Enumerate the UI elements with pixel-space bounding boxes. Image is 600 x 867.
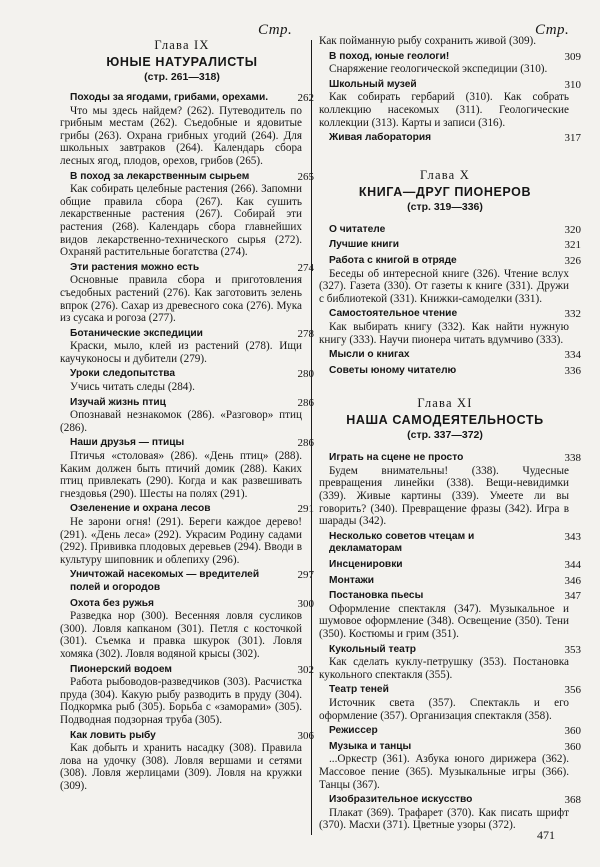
toc-entry — [319, 254, 581, 305]
chapter-title: НАША САМОДЕЯТЕЛЬНОСТЬ — [346, 413, 544, 428]
entry-heading: Монтажи — [329, 574, 375, 586]
entry-heading: Лучшие книги — [329, 239, 399, 251]
entry-heading: Пионерский водоем — [70, 663, 172, 675]
toc-entry — [60, 396, 314, 435]
entry-heading: Работа с книгой в отряде — [329, 254, 457, 266]
toc-entry — [60, 503, 314, 566]
entry-page-number: 347 — [564, 590, 581, 603]
entry-heading: В поход за лекарственным сырьем — [70, 170, 250, 182]
entry-page-number: 291 — [297, 503, 314, 516]
entry-page-number: 346 — [564, 574, 581, 587]
entry-page-number: 332 — [564, 308, 581, 321]
entry-heading: Охота без ружья — [70, 597, 154, 609]
toc-entry — [60, 437, 314, 500]
entry-body: Источник света (357). Спектакль и его оформление (357). Организация спектакля (358). — [319, 696, 569, 722]
entry-page-number: 356 — [564, 684, 581, 697]
entry-page-number: 286 — [297, 396, 314, 409]
toc-entry — [319, 78, 581, 129]
entry-body: Не зарони огня! (291). Береги каждое дерево! (291). «День леса» (292). Украсим Родину садами (292). Прививка плодовых деревьев (294). Вводи в культуру шиповник и облепиху (296). — [60, 516, 302, 566]
toc-entry — [60, 261, 314, 325]
entry-body: Оформление спектакля (347). Музыкальное и шумовое оформление (348). Освещение (350). Тени (350). Костюмы и грим (351). — [319, 602, 569, 640]
entry-body: Как сделать куклу-петрушку (353). Постановка кукольного спектакля (355). — [319, 656, 569, 681]
entry-page-number: 300 — [297, 597, 314, 610]
chapter-title: ЮНЫЕ НАТУРАЛИСТЫ — [106, 55, 258, 69]
entry-heading: Инсценировки — [329, 559, 403, 571]
entry-page-number: 317 — [564, 132, 581, 145]
entry-body: Как собирать гербарий (310). Как собрать коллекцию насекомых (311). Геологические коллекции (313). Карты и записи (316). — [319, 91, 569, 129]
chapter-label: Глава IX — [154, 38, 210, 52]
entry-heading: В поход, юные геологи! — [329, 50, 450, 62]
right-entry-list-x — [319, 223, 581, 378]
left-entry-list — [60, 92, 314, 792]
entry-page-number: 353 — [564, 643, 581, 656]
entry-page-number: 336 — [564, 364, 581, 377]
entry-heading: Озеленение и охрана лесов — [70, 503, 211, 515]
toc-entry — [319, 364, 581, 378]
entry-heading: Эти растения можно есть — [70, 261, 200, 273]
toc-entry — [60, 569, 314, 594]
entry-page-number: 310 — [564, 78, 581, 91]
entry-heading: О читателе — [329, 223, 386, 235]
toc-entry — [319, 530, 581, 556]
entry-page-number: 278 — [297, 327, 314, 340]
entry-heading: Походы за ягодами, грибами, орехами. — [70, 92, 269, 103]
entry-page-number: 360 — [564, 725, 581, 738]
toc-entry — [60, 368, 314, 394]
entry-body: Разведка нор (300). Весенняя ловля сусликов (300). Ловля капканом (301). Петля с косточкой (301). Съемка и правка шкурок (301). Ловля хомяка (302). Ловля водяной крысы (302). — [60, 610, 302, 660]
entry-body: Работа рыбоводов-разведчиков (303). Расчистка пруда (304). Какую рыбу разводить в пруду (304). Подкормка рыб (305). Борьба с «заморами» (305). Подводная подзорная труба (305). — [60, 676, 302, 726]
toc-entry — [319, 239, 581, 252]
entry-body: ...Оркестр (361). Азбука юного дирижера (362). Массовое пение (365). Музыкальные игры (366). Танцы (367). — [319, 753, 569, 791]
toc-entry — [319, 308, 581, 346]
entry-page-number: 338 — [564, 452, 581, 465]
entry-body: Плакат (369). Трафарет (370). Как писать шрифт (370). Масхи (371). Цветные узоры (372). — [319, 806, 569, 832]
toc-entry — [319, 452, 581, 528]
entry-heading: Живая лаборатория — [329, 132, 432, 144]
chapter-xi-heading — [319, 396, 571, 441]
entry-heading: Уничтожай насекомых — вредителей полей и огородов — [70, 569, 260, 593]
right-column — [319, 34, 581, 835]
toc-entry — [319, 794, 581, 832]
entry-heading: Играть на сцене не просто — [329, 452, 464, 464]
entry-body: Как собирать целебные растения (266). Запомни общие правила сбора (267). Как сушить лекарственные растения (267). Собирай эти растения (268). Календарь сбора главнейших видов лекарственно-технического сырья (272). Охраняй растительные богатства (274). — [60, 183, 302, 259]
right-page-column-label: Стр. — [535, 22, 570, 38]
entry-page-number: 368 — [564, 794, 581, 807]
toc-entry — [319, 643, 581, 682]
entry-body: Снаряжение геологической экспедиции (310). — [329, 63, 548, 76]
chapter-x-heading — [319, 168, 571, 213]
entry-body: Опознавай незнакомок (286). «Разговор» птиц (286). — [60, 409, 302, 434]
entry-heading: Самостоятельное чтение — [329, 308, 458, 320]
entry-page-number: 344 — [564, 559, 581, 572]
chapter-label: Глава X — [420, 167, 470, 182]
entry-page-number: 280 — [297, 368, 314, 381]
entry-body: Что мы здесь найдем? (262). Путеводитель по грибным местам (262). Съедобные и ядовитые грибы (263). Охрана грибных угодий (264). Для школьных завтраков (264). Календарь сбора лесных ягод, плодов, орехов, грибов (265). — [60, 104, 302, 167]
entry-heading: Театр теней — [329, 684, 389, 696]
toc-entry — [60, 729, 314, 793]
toc-entry — [319, 132, 581, 145]
entry-page-number: 265 — [297, 170, 314, 183]
entry-body: Как добыть и хранить насадку (308). Правила лова на удочку (308). Ловля вершами и сетями (308). Ловля жерлицами (309). Ловля на кружки (309). — [60, 742, 302, 792]
entry-heading: Несколько советов чтецам и декламаторам — [329, 530, 475, 555]
chapter-ix-heading — [60, 38, 304, 83]
entry-page-number: 297 — [297, 569, 314, 582]
toc-entry — [60, 663, 314, 727]
right-entry-list-ix — [319, 50, 581, 145]
entry-heading: Как ловить рыбу — [70, 729, 156, 741]
chapter-page-range: (стр. 337—372) — [407, 429, 483, 442]
toc-entry — [319, 740, 581, 791]
entry-page-number: 334 — [564, 349, 581, 362]
entry-heading: Школьный музей — [329, 78, 417, 90]
entry-heading: Режиссер — [329, 725, 378, 737]
chapter-page-range: (стр. 261—318) — [144, 71, 220, 83]
entry-body: Основные правила сбора и приготовления съедобных растений (276). Как заготовить зелень впрок (276). Сахар из древесного сока (276). Мука из сусака и рогоза (277). — [60, 274, 302, 325]
entry-heading: Кукольный театр — [329, 643, 417, 655]
toc-entry — [319, 50, 581, 76]
page-number: 471 — [537, 828, 555, 842]
entry-body: Будем внимательны! (338). Чудесные превращения линейки (338). Вещи-невидимки (339). Живые картины (339). Умеете ли вы говорить? (340). Превращение фразы (342). Игра в шарады (342). — [319, 464, 569, 528]
continued-entry — [319, 35, 571, 48]
entry-page-number: 262 — [297, 92, 314, 104]
entry-heading: Изучай жизнь птиц — [70, 396, 166, 408]
entry-body: Как выбирать книгу (332). Как найти нужную книгу (333). Научи пионера читать вдумчиво (333). — [319, 320, 569, 346]
entry-heading: Музыка и танцы — [329, 740, 412, 752]
entry-page-number: 286 — [297, 437, 314, 450]
entry-body: Краски, мыло, клей из растений (278). Ищи каучуконосы и дубители (279). — [60, 340, 302, 365]
toc-entry — [319, 223, 581, 237]
entry-body: Беседы об интересной книге (326). Чтение вслух (327). Газета (330). От газеты к книге (331). Дружи с библиотекой (331). Книжки-самоделки (331). — [319, 267, 569, 305]
entry-heading: Наши друзья — птицы — [70, 437, 185, 449]
toc-entry — [319, 574, 581, 588]
entry-heading: Советы юному читателю — [329, 364, 457, 376]
entry-page-number: 309 — [564, 50, 581, 63]
toc-entry — [60, 597, 314, 661]
toc-entry — [60, 170, 314, 259]
entry-page-number: 321 — [564, 239, 581, 252]
entry-heading: Ботанические экспедиции — [70, 327, 203, 339]
entry-body: Учись читать следы (284). — [70, 381, 195, 394]
entry-page-number: 302 — [297, 663, 314, 676]
entry-heading: Постановка пьесы — [329, 590, 424, 602]
entry-body: Как пойманную рыбу сохранить живой (309). — [319, 35, 537, 47]
entry-page-number: 326 — [564, 254, 581, 267]
entry-heading: Уроки следопытства — [70, 368, 176, 380]
entry-page-number: 274 — [297, 261, 314, 274]
toc-entry — [319, 684, 581, 722]
toc-entry — [319, 590, 581, 640]
chapter-label: Глава XI — [417, 396, 473, 411]
toc-entry — [319, 725, 581, 738]
chapter-title: КНИГА—ДРУГ ПИОНЕРОВ — [358, 184, 532, 199]
chapter-page-range: (стр. 319—336) — [407, 200, 483, 213]
entry-page-number: 320 — [564, 223, 581, 236]
entry-page-number: 360 — [564, 740, 581, 753]
entry-page-number: 343 — [564, 530, 581, 543]
toc-entry — [60, 92, 314, 168]
toc-entry — [319, 349, 581, 362]
entry-body: Птичья «столовая» (286). «День птиц» (288). Каким должен быть птичий домик (288). Каких птиц привлекать (290). Когда и как развешивать гнездовья (290). Шесты на полях (291). — [60, 450, 302, 500]
toc-entry — [60, 327, 314, 366]
toc-entry — [319, 559, 581, 572]
entry-heading: Изобразительное искусство — [329, 794, 473, 806]
entry-page-number: 306 — [297, 729, 314, 742]
left-column — [60, 34, 314, 795]
right-entry-list-xi — [319, 452, 581, 832]
entry-heading: Мысли о книгах — [329, 349, 410, 361]
left-page-column-label: Стр. — [258, 22, 293, 38]
